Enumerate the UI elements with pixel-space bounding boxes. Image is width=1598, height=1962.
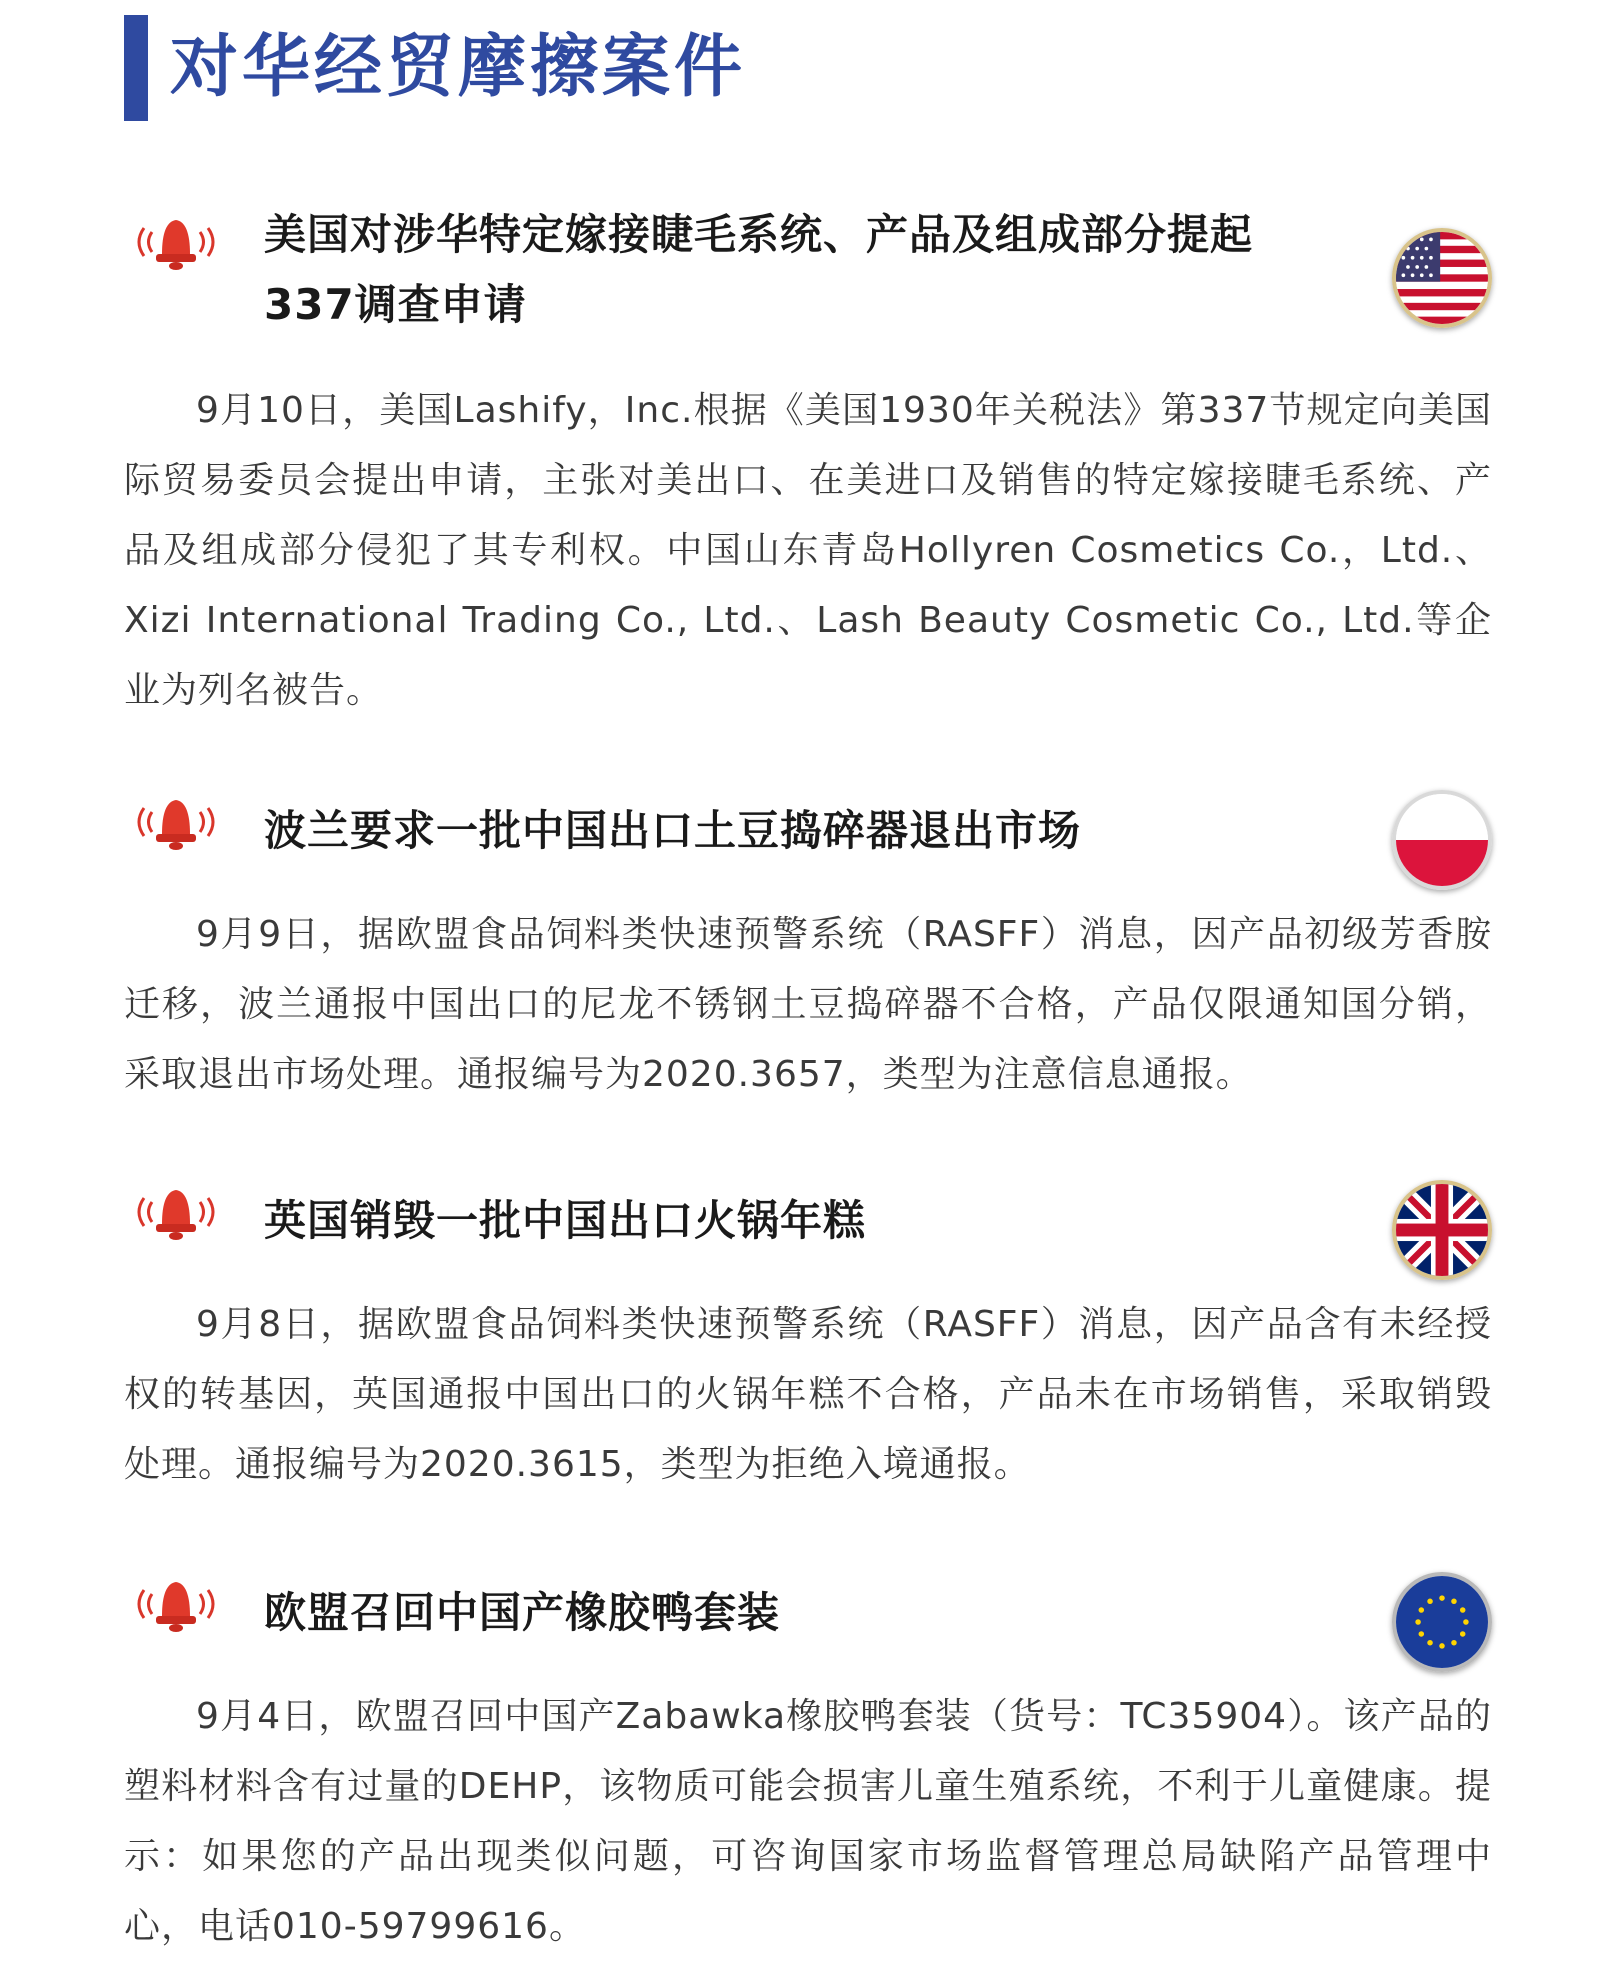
section-header (124, 14, 746, 122)
case-item (124, 780, 1492, 1110)
alarm-bell-icon (126, 210, 226, 274)
case-header (124, 1562, 1492, 1662)
case-header (124, 780, 1492, 880)
case-header (124, 200, 1492, 336)
alarm-bell-icon (126, 1180, 226, 1244)
section-accent-bar (124, 15, 148, 121)
uk-flag-icon (1392, 1180, 1492, 1280)
eu-flag-icon (1392, 1572, 1492, 1672)
case-body: 9月4日，欧盟召回中国产Zabawka橡胶鸭套装（货号：TC35904）。该产品的塑料材料含有过量的DEHP，该物质可能会损害儿童生殖系统，不利于儿童健康。提示：如果您的产品出现类似问题，可咨询国家市场监督管理总局缺陷产品管理中心，电话010-59799616。 (124, 1696, 1492, 1947)
case-body: 9月8日，据欧盟食品饲料类快速预警系统（RASFF）消息，因产品含有未经授权的转基因，英国通报中国出口的火锅年糕不合格，产品未在市场销售，采取销毁处理。通报编号为2020.3615，类型为拒绝入境通报。 (124, 1304, 1492, 1485)
case-title: 波兰要求一批中国出口土豆捣碎器退出市场 (264, 806, 1082, 855)
case-title: 英国销毁一批中国出口火锅年糕 (264, 1196, 867, 1245)
case-title: 美国对涉华特定嫁接睫毛系统、产品及组成部分提起337调查申请 (264, 210, 1254, 329)
case-body: 9月10日，美国Lashify，Inc.根据《美国1930年关税法》第337节规定向美国际贸易委员会提出申请，主张对美出口、在美进口及销售的特定嫁接睫毛系统、产品及组成部分侵犯了其专利权。中国山东青岛Hollyren Cosmetics Co.，Ltd.、Xizi International Trading Co., Ltd.、Lash Beauty Cosmetic Co., Ltd.等企业为列名被告。 (124, 390, 1492, 711)
case-item (124, 1170, 1492, 1500)
usa-flag-icon (1392, 228, 1492, 328)
alarm-bell-icon (126, 1572, 226, 1636)
case-header (124, 1170, 1492, 1270)
poland-flag-icon (1392, 790, 1492, 890)
case-item (124, 1562, 1492, 1962)
case-body: 9月9日，据欧盟食品饲料类快速预警系统（RASFF）消息，因产品初级芳香胺迁移，波兰通报中国出口的尼龙不锈钢土豆捣碎器不合格，产品仅限通知国分销，采取退出市场处理。通报编号为2020.3657，类型为注意信息通报。 (124, 914, 1492, 1095)
section-title: 对华经贸摩擦案件 (170, 28, 747, 107)
alarm-bell-icon (126, 790, 226, 854)
case-title: 欧盟召回中国产橡胶鸭套装 (264, 1588, 781, 1637)
case-item (124, 200, 1492, 726)
